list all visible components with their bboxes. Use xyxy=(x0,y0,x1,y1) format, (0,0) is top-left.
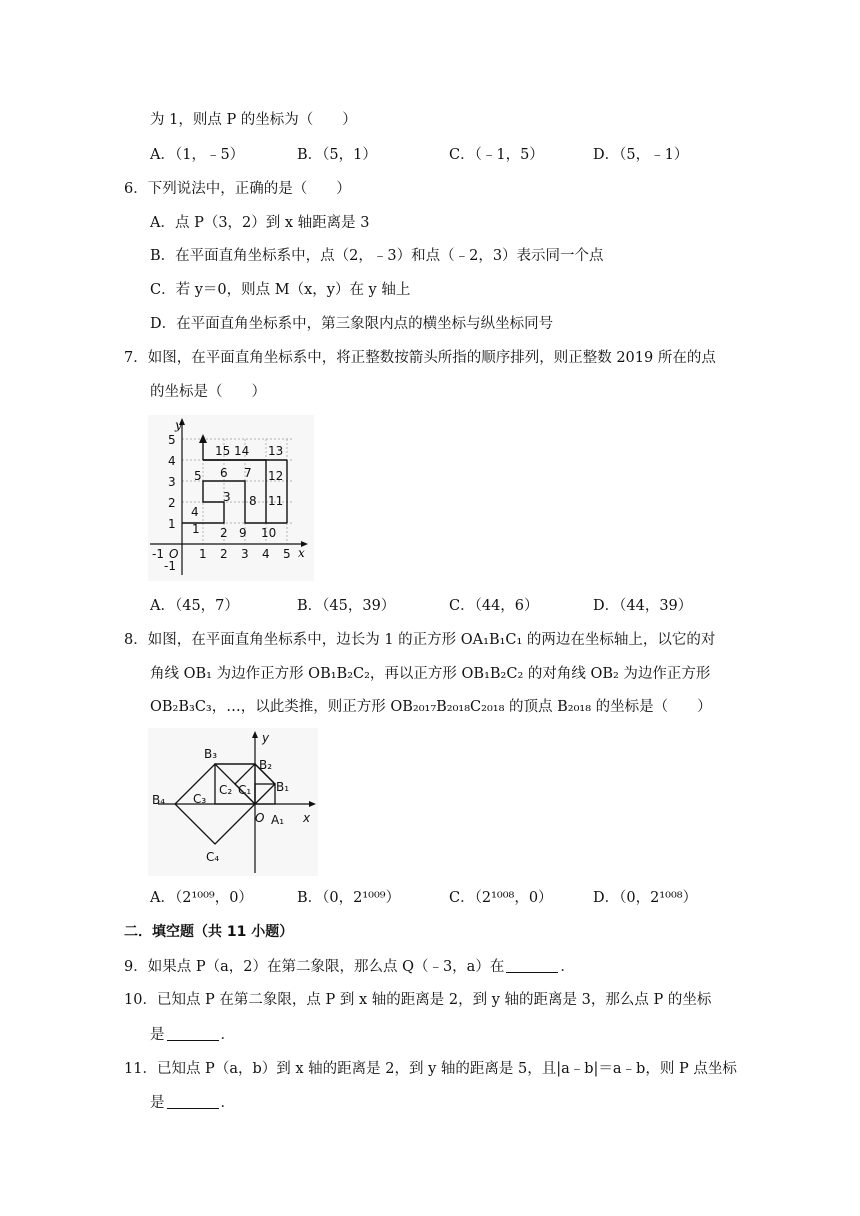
q8-stem-line1: 8．如图，在平面直角坐标系中，边长为 1 的正方形 OA₁B₁C₁ 的两边在坐标轴上，以它的对 xyxy=(124,632,716,648)
q5-option-d: D．（5，﹣1） xyxy=(593,147,689,163)
q8-label-b4: B₄ xyxy=(152,793,166,807)
q7-number: 1 xyxy=(192,522,200,536)
q8-option-c: C．（2¹⁰⁰⁸，0） xyxy=(449,890,553,906)
q8-label-b2: B₂ xyxy=(259,758,273,772)
q9-end: ． xyxy=(560,959,575,975)
q7-number: 11 xyxy=(268,494,284,508)
q7-option-b: B．（45，39） xyxy=(297,598,396,614)
q7-y-tick: -1 xyxy=(164,559,176,573)
q8-stem-line3: OB₂B₃C₃，…，以此类推，则正方形 OB₂₀₁₇B₂₀₁₈C₂₀₁₈ 的顶点 B₂₀₁₈ 的坐标是（ ） xyxy=(150,699,712,715)
q5-option-a: A．（1，﹣5） xyxy=(150,147,245,163)
q7-number: 10 xyxy=(261,526,277,540)
q7-y-tick: 1 xyxy=(168,517,176,531)
q6-option-d: D．在平面直角坐标系中，第三象限内点的横坐标与纵坐标同号 xyxy=(150,316,554,332)
q7-x-tick: 1 xyxy=(199,547,207,561)
q8-label-origin: O xyxy=(255,811,265,825)
q7-origin-label: O xyxy=(169,547,179,561)
q8-label-b1: B₁ xyxy=(276,780,290,794)
q8-label-b3: B₃ xyxy=(204,747,218,761)
q7-number: 2 xyxy=(220,526,228,540)
q7-number: 3 xyxy=(223,490,231,504)
q10-answer-blank xyxy=(167,1026,219,1041)
q8-label-a1: A₁ xyxy=(271,813,285,827)
q9-text: 9．如果点 P（a，2）在第二象限，那么点 Q（﹣3，a）在 xyxy=(124,959,505,975)
q7-number: 6 xyxy=(220,466,228,480)
q7-y-tick: 2 xyxy=(168,496,176,510)
q11-end: ． xyxy=(220,1095,235,1111)
q8-option-d: D．（0，2¹⁰⁰⁸） xyxy=(593,890,698,906)
q10-line2-text: 是 xyxy=(150,1027,165,1043)
q8-option-a: A．（2¹⁰⁰⁹，0） xyxy=(150,890,253,906)
q8-label-c4: C₄ xyxy=(206,850,220,864)
q6-option-b: B．在平面直角坐标系中，点（2，﹣3）和点（﹣2，3）表示同一个点 xyxy=(150,248,604,264)
q11-line1: 11．已知点 P（a，b）到 x 轴的距离是 2，到 y 轴的距离是 5，且|a﹣b|＝a﹣b，则 P 点坐标 xyxy=(124,1061,737,1077)
q7-number: 4 xyxy=(191,505,199,519)
q10-line1: 10．已知点 P 在第二象限，点 P 到 x 轴的距离是 2，到 y 轴的距离是 3，那么点 P 的坐标 xyxy=(124,992,712,1008)
q7-stem-line2: 的坐标是（ ） xyxy=(150,384,266,400)
q11-answer-blank xyxy=(167,1094,219,1109)
q7-y-tick: 4 xyxy=(168,454,176,468)
q7-option-a: A．（45，7） xyxy=(150,598,239,614)
q11-line2-text: 是 xyxy=(150,1095,165,1111)
q7-x-tick: 4 xyxy=(262,547,270,561)
q7-x-tick: 2 xyxy=(220,547,228,561)
q9-line xyxy=(124,957,575,977)
q5-option-c: C．（﹣1，5） xyxy=(449,147,544,163)
q8-label-c3: C₃ xyxy=(193,792,207,806)
q7-number: 8 xyxy=(249,494,257,508)
q11-line2 xyxy=(150,1093,235,1113)
q7-number: 14 xyxy=(234,444,250,458)
q9-answer-blank xyxy=(506,958,558,973)
q7-number: 13 xyxy=(268,444,284,458)
q7-option-c: C．（44，6） xyxy=(449,598,539,614)
q8-label-c2: C₂ xyxy=(219,783,233,797)
q6-stem: 6．下列说法中，正确的是（ ） xyxy=(124,181,351,197)
q6-option-a: A．点 P（3，2）到 x 轴距离是 3 xyxy=(150,215,370,231)
q7-spiral-figure xyxy=(148,415,314,581)
q8-label-c1: C₁ xyxy=(238,783,252,797)
q5-option-b: B．（5，1） xyxy=(297,147,377,163)
q7-x-tick: 5 xyxy=(283,547,291,561)
q7-y-tick: 5 xyxy=(168,433,176,447)
q8-squares-figure xyxy=(148,728,318,876)
q7-number: 9 xyxy=(239,526,247,540)
q7-x-tick: -1 xyxy=(152,547,164,561)
q8-stem-line2: 角线 OB₁ 为边作正方形 OB₁B₂C₂，再以正方形 OB₁B₂C₂ 的对角线 OB₂ 为边作正方形 xyxy=(150,666,711,682)
section-fill-in-blank-heading: 二．填空题（共 11 小题） xyxy=(124,924,294,940)
q7-number: 12 xyxy=(268,469,284,483)
q7-y-tick: 3 xyxy=(168,475,176,489)
q7-stem-line1: 7．如图，在平面直角坐标系中，将正整数按箭头所指的顺序排列，则正整数 2019 所在的点 xyxy=(124,350,716,366)
q6-option-c: C．若 y＝0，则点 M（x，y）在 y 轴上 xyxy=(150,282,411,298)
q7-x-axis-label: x xyxy=(298,546,305,560)
q7-x-tick: 3 xyxy=(241,547,249,561)
q10-end: ． xyxy=(220,1027,235,1043)
q7-number: 7 xyxy=(244,466,252,480)
q8-x-axis-label: x xyxy=(303,811,311,825)
q5-continuation: 为 1，则点 P 的坐标为（ ） xyxy=(150,112,357,128)
q7-number: 15 xyxy=(215,444,231,458)
q7-number: 5 xyxy=(194,469,202,483)
q7-option-d: D．（44，39） xyxy=(593,598,693,614)
q8-y-axis-label: y xyxy=(262,731,270,745)
q8-option-b: B．（0，2¹⁰⁰⁹） xyxy=(297,890,401,906)
q7-y-axis-label: y xyxy=(175,418,182,432)
q10-line2 xyxy=(150,1025,235,1045)
